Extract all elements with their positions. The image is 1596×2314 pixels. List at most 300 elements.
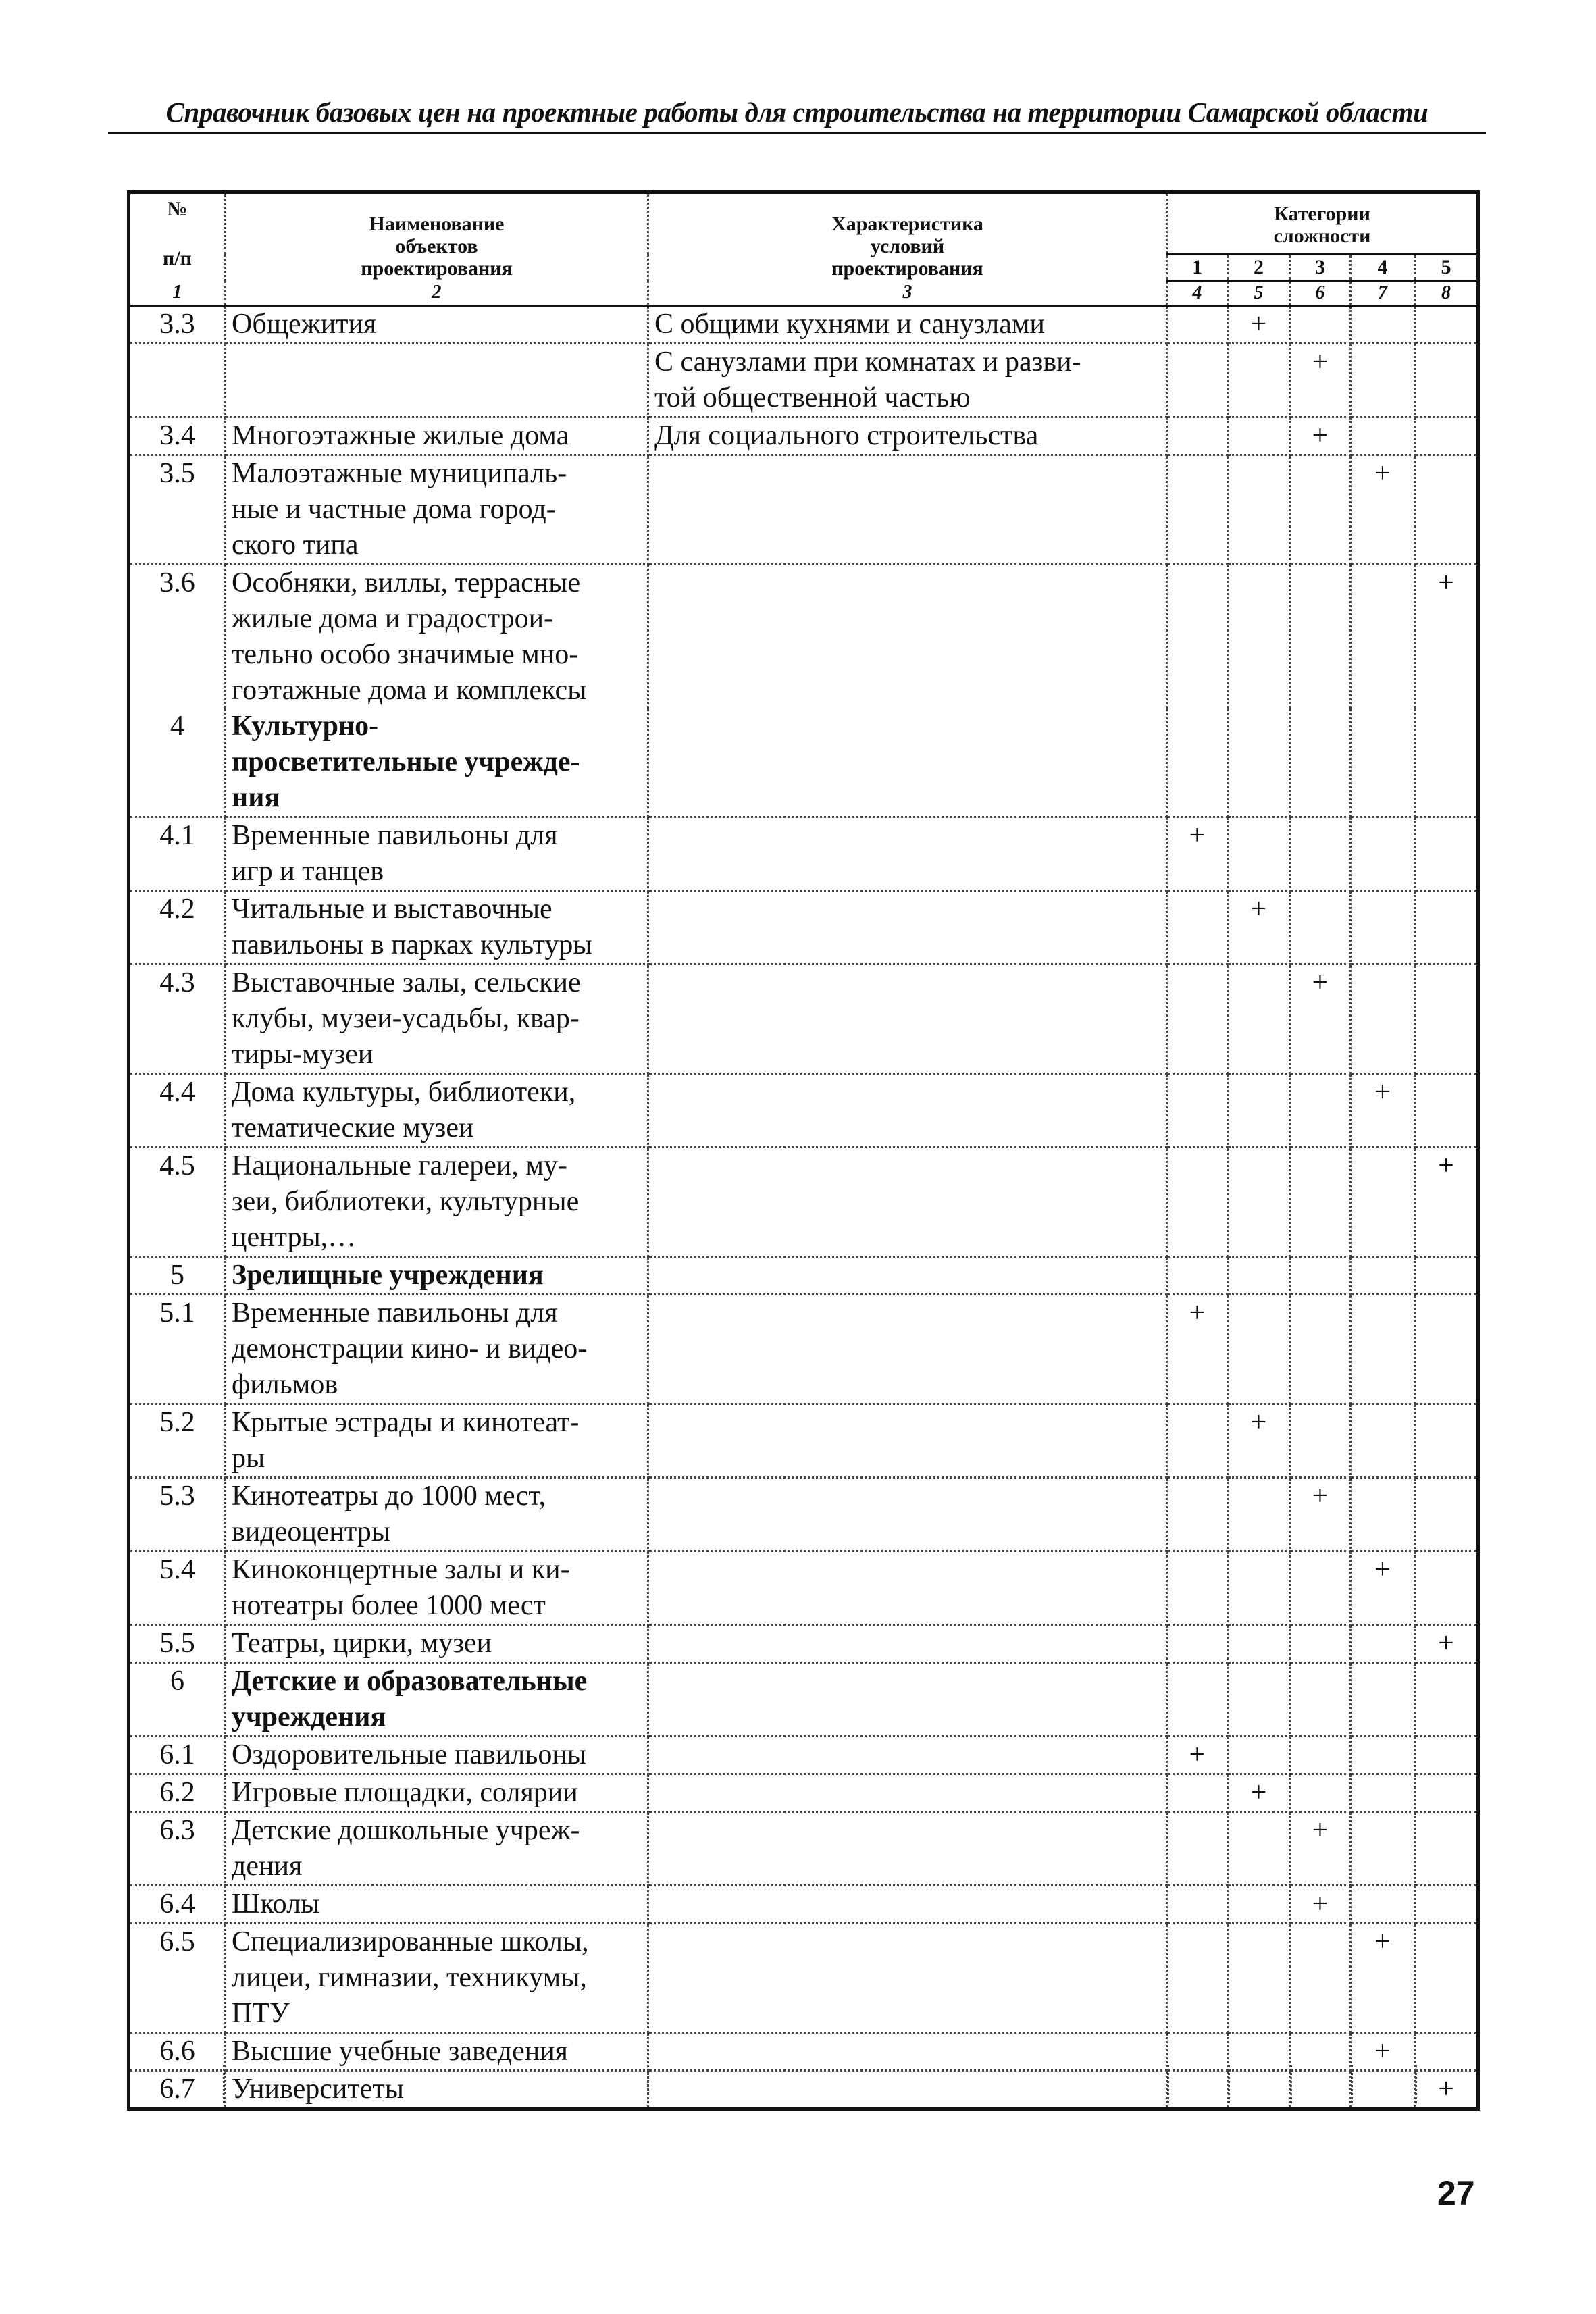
object-name-line: тельно особо значимые мно- [232,639,579,670]
category-3-cell [1290,709,1351,817]
category-3-cell [1290,1295,1351,1404]
category-3-cell [1290,1404,1351,1478]
header-rule [108,132,1486,134]
design-conditions [648,306,1167,344]
table-row [129,1812,1478,1886]
object-name-line: Дома культуры, библиотеки, [232,1077,576,1108]
object-name [226,2033,648,2071]
category-3-cell [1290,417,1351,455]
table-row [129,306,1478,344]
category-1-cell [1167,1257,1228,1295]
design-conditions [648,2071,1167,2109]
design-conditions-line: С общими кухнями и санузлами [654,309,1045,340]
category-1-cell [1167,565,1228,709]
object-name-line: Национальные галереи, му- [232,1150,567,1181]
object-name-line: гоэтажные дома и комплексы [232,675,587,706]
category-2-cell [1228,565,1290,709]
row-number: 6.7 [129,2071,226,2109]
category-mark: + [1374,1554,1391,1585]
table-row [129,2033,1478,2071]
col-cat-line1: Категории [1274,203,1370,225]
category-5-cell [1415,709,1478,817]
object-name-line: центры,… [232,1222,357,1253]
category-2-cell [1228,2033,1290,2071]
table-row [129,817,1478,891]
object-name [226,306,648,344]
category-2-cell [1228,891,1290,965]
category-2-cell [1228,817,1290,891]
category-5-cell [1415,1737,1478,1774]
category-3-cell [1290,1886,1351,1924]
table-row [129,455,1478,565]
object-name-line: Малоэтажные муниципаль- [232,458,567,489]
category-4-cell [1351,965,1415,1074]
category-1-cell [1167,817,1228,891]
category-1-cell [1167,344,1228,417]
category-1-cell [1167,1812,1228,1886]
object-name-line: Кинотеатры до 1000 мест, [232,1481,546,1512]
table-row [129,1074,1478,1148]
category-1-cell [1167,965,1228,1074]
design-conditions [648,891,1167,965]
category-2-cell [1228,1257,1290,1295]
object-name [226,1404,648,1478]
cat-num-3: 3 [1290,255,1351,281]
table-row [129,1924,1478,2033]
design-conditions [648,1663,1167,1737]
table-row [129,1774,1478,1812]
row-number: 6.5 [129,1924,226,2033]
design-conditions [648,1737,1167,1774]
category-2-cell [1228,1924,1290,2033]
category-4-cell [1351,455,1415,565]
row-number [129,344,226,417]
col-index-6: 6 [1290,281,1351,306]
category-mark: + [1250,1407,1267,1438]
row-number: 6 [129,1663,226,1737]
design-conditions [648,1924,1167,2033]
design-conditions [648,1551,1167,1625]
object-name-line: Оздоровительные павильоны [232,1739,587,1770]
category-mark: + [1374,1926,1391,1957]
design-conditions [648,1074,1167,1148]
table-row [129,1737,1478,1774]
category-mark: + [1250,1777,1267,1808]
object-name-line: павильоны в парках культуры [232,929,592,960]
object-name-line: ПТУ [232,1998,290,2029]
object-name-line: Особняки, виллы, террасные [232,567,581,598]
col-cond-line2: условий [870,234,945,257]
category-1-cell [1167,709,1228,817]
category-3-cell [1290,1812,1351,1886]
category-1-cell [1167,417,1228,455]
category-3-cell [1290,1074,1351,1148]
category-3-cell [1290,1551,1351,1625]
category-4-cell [1351,1924,1415,2033]
category-mark: + [1189,1739,1206,1770]
table-row [129,1404,1478,1478]
object-name [226,565,648,709]
object-name-line: тематические музеи [232,1112,474,1143]
cat-num-5: 5 [1415,255,1478,281]
table-body [129,192,1478,2109]
category-1-cell [1167,1551,1228,1625]
object-name-line: Многоэтажные жилые дома [232,420,569,451]
category-3-cell [1290,1148,1351,1257]
object-name-line: видеоцентры [232,1516,390,1547]
object-name-line: лицеи, гимназии, техникумы, [232,1962,587,1993]
category-4-cell [1351,1074,1415,1148]
object-name-line: Детские дошкольные учреж- [232,1815,580,1846]
column-index-row [129,281,1478,306]
category-5-cell [1415,1478,1478,1551]
category-2-cell [1228,1404,1290,1478]
category-mark: + [1189,820,1206,851]
category-5-cell [1415,1625,1478,1663]
object-name [226,1886,648,1924]
object-name-line: жилые дома и градострои- [232,603,554,634]
category-5-cell [1415,1148,1478,1257]
design-conditions [648,417,1167,455]
object-name-line: ные и частные дома город- [232,494,556,525]
tail-line [1351,2065,1353,2103]
category-1-cell [1167,1737,1228,1774]
object-name [226,1625,648,1663]
category-mark: + [1312,1481,1329,1512]
category-5-cell [1415,306,1478,344]
category-4-cell [1351,417,1415,455]
row-number: 3.3 [129,306,226,344]
design-conditions [648,965,1167,1074]
col-num-top: № [167,198,188,220]
category-3-cell [1290,344,1351,417]
table-row [129,344,1478,417]
design-conditions [648,455,1167,565]
category-3-cell [1290,1478,1351,1551]
object-name-line: просветительные учрежде- [232,746,580,777]
category-3-cell [1290,891,1351,965]
object-name [226,817,648,891]
table-row [129,1663,1478,1737]
object-name-line: фильмов [232,1369,338,1400]
design-conditions [648,1295,1167,1404]
design-conditions [648,1886,1167,1924]
col-cat-header [1167,192,1478,255]
object-name-line: зеи, библиотеки, культурные [232,1186,580,1217]
category-4-cell [1351,1404,1415,1478]
category-1-cell [1167,306,1228,344]
category-mark: + [1374,458,1391,489]
design-conditions-line: Для социального строительства [654,420,1039,451]
category-2-cell [1228,306,1290,344]
table-row [129,965,1478,1074]
row-number: 5.1 [129,1295,226,1404]
col-index-4: 4 [1167,281,1228,306]
col-index-5: 5 [1228,281,1290,306]
category-3-cell [1290,817,1351,891]
complexity-table [127,190,1480,2111]
object-name-line: Высшие учебные заведения [232,2036,568,2067]
table-row [129,709,1478,817]
object-name [226,709,648,817]
object-name-line: тиры-музеи [232,1039,374,1070]
category-mark: + [1250,309,1267,340]
category-4-cell [1351,1737,1415,1774]
category-5-cell [1415,1774,1478,1812]
category-mark: + [1312,1888,1329,1920]
category-3-cell [1290,1625,1351,1663]
category-4-cell [1351,1812,1415,1886]
category-5-cell [1415,1404,1478,1478]
category-1-cell [1167,1295,1228,1404]
table-row [129,1257,1478,1295]
row-number: 6.3 [129,1812,226,1886]
category-mark: + [1312,346,1329,378]
category-mark: + [1250,894,1267,925]
design-conditions-line: С санузлами при комнатах и разви- [654,346,1081,378]
category-2-cell [1228,1148,1290,1257]
category-2-cell [1228,1774,1290,1812]
object-name [226,1257,648,1295]
table-row [129,1886,1478,1924]
category-4-cell [1351,344,1415,417]
object-name-line: ры [232,1443,265,1474]
category-1-cell [1167,1924,1228,2033]
row-number: 4.4 [129,1074,226,1148]
object-name [226,1295,648,1404]
row-number: 6.4 [129,1886,226,1924]
category-4-cell [1351,1663,1415,1737]
tail-line [647,2065,649,2103]
category-1-cell [1167,891,1228,965]
category-2-cell [1228,1074,1290,1148]
category-1-cell [1167,1663,1228,1737]
object-name-line: Общежития [232,309,377,340]
object-name-line: учреждения [232,1701,386,1732]
row-number: 4.5 [129,1148,226,1257]
tail-line [1290,2065,1292,2103]
category-5-cell [1415,2071,1478,2109]
category-1-cell [1167,1074,1228,1148]
row-number: 6.6 [129,2033,226,2071]
category-4-cell [1351,2033,1415,2071]
row-number: 5.3 [129,1478,226,1551]
row-number: 4 [129,709,226,817]
object-name-line: демонстрации кино- и видео- [232,1333,588,1364]
design-conditions [648,709,1167,817]
object-name [226,1148,648,1257]
col-cond-line1: Характеристика [831,212,983,235]
category-4-cell [1351,1257,1415,1295]
design-conditions [648,1478,1167,1551]
category-5-cell [1415,565,1478,709]
object-name [226,1551,648,1625]
category-4-cell [1351,817,1415,891]
design-conditions [648,1148,1167,1257]
category-4-cell [1351,1295,1415,1404]
object-name [226,2071,648,2109]
category-4-cell [1351,709,1415,817]
object-name-line: клубы, музеи-усадьбы, квар- [232,1003,580,1034]
category-4-cell [1351,1551,1415,1625]
category-mark: + [1438,1150,1454,1181]
category-5-cell [1415,965,1478,1074]
category-5-cell [1415,455,1478,565]
design-conditions [648,1774,1167,1812]
category-4-cell [1351,1478,1415,1551]
category-1-cell [1167,1478,1228,1551]
col-cond-header [648,192,1167,281]
category-mark: + [1374,2036,1391,2067]
category-3-cell [1290,306,1351,344]
object-name [226,455,648,565]
category-2-cell [1228,2071,1290,2109]
row-number: 5.5 [129,1625,226,1663]
category-mark: + [1312,967,1329,998]
object-name [226,1074,648,1148]
col-index-1: 1 [129,281,226,306]
design-conditions [648,1404,1167,1478]
table-row [129,1295,1478,1404]
table-row [129,1551,1478,1625]
row-number: 5 [129,1257,226,1295]
category-3-cell [1290,2033,1351,2071]
tail-line [1228,2065,1230,2103]
tail-line [1167,2065,1169,2103]
category-5-cell [1415,1886,1478,1924]
category-3-cell [1290,565,1351,709]
category-1-cell [1167,1148,1228,1257]
cat-num-2: 2 [1228,255,1290,281]
category-5-cell [1415,1295,1478,1404]
category-3-cell [1290,1774,1351,1812]
category-3-cell [1290,1737,1351,1774]
object-name-line: Специализированные школы, [232,1926,589,1957]
category-1-cell [1167,455,1228,565]
object-name-line: ского типа [232,530,359,561]
design-conditions [648,817,1167,891]
col-index-7: 7 [1351,281,1415,306]
category-4-cell [1351,1886,1415,1924]
category-2-cell [1228,344,1290,417]
col-name-line1: Наименование [369,212,505,235]
object-name-line: Детские и образовательные [232,1666,588,1697]
category-mark: + [1312,1815,1329,1846]
table-row [129,1478,1478,1551]
object-name-line: игр и танцев [232,856,384,887]
col-name-line3: проектирования [361,257,513,280]
table-row [129,1148,1478,1257]
category-1-cell [1167,2033,1228,2071]
category-3-cell [1290,1257,1351,1295]
category-2-cell [1228,1663,1290,1737]
category-mark: + [1312,420,1329,451]
category-mark: + [1438,1628,1454,1659]
category-3-cell [1290,2071,1351,2109]
design-conditions [648,1812,1167,1886]
object-name-line: Зрелищные учреждения [232,1260,544,1291]
design-conditions [648,1257,1167,1295]
object-name-line: Университеты [232,2074,404,2105]
row-number: 4.2 [129,891,226,965]
object-name-line: Временные павильоны для [232,820,558,851]
object-name [226,1774,648,1812]
header-row [129,192,1478,255]
design-conditions [648,2033,1167,2071]
category-5-cell [1415,1812,1478,1886]
col-name-line2: объектов [395,234,478,257]
category-5-cell [1415,1257,1478,1295]
object-name-line: дения [232,1851,303,1882]
table-row [129,565,1478,709]
col-index-8: 8 [1415,281,1478,306]
col-name-header [226,192,648,281]
category-1-cell [1167,1404,1228,1478]
category-5-cell [1415,1551,1478,1625]
object-name-line: нотеатры более 1000 мест [232,1590,546,1621]
category-2-cell [1228,709,1290,817]
table-row [129,891,1478,965]
object-name-line: Киноконцертные залы и ки- [232,1554,570,1585]
category-5-cell [1415,817,1478,891]
category-4-cell [1351,2071,1415,2109]
design-conditions [648,1625,1167,1663]
object-name [226,1737,648,1774]
page-number: 27 [1437,2174,1475,2212]
category-1-cell [1167,1774,1228,1812]
category-2-cell [1228,965,1290,1074]
table-row [129,417,1478,455]
object-name [226,417,648,455]
object-name [226,1478,648,1551]
category-mark: + [1438,567,1454,598]
category-1-cell [1167,1625,1228,1663]
row-number: 3.4 [129,417,226,455]
category-mark: + [1189,1297,1206,1329]
col-index-2: 2 [226,281,648,306]
object-name-line: Читальные и выставочные [232,894,552,925]
category-4-cell [1351,1148,1415,1257]
table-row [129,2071,1478,2109]
category-5-cell [1415,417,1478,455]
category-2-cell [1228,1886,1290,1924]
object-name [226,891,648,965]
object-name-line: ния [232,782,280,813]
object-name-line: Театры, цирки, музеи [232,1628,492,1659]
table-row [129,1625,1478,1663]
col-cond-line3: проектирования [831,257,983,280]
category-4-cell [1351,565,1415,709]
object-name-line: Игровые площадки, солярии [232,1777,578,1808]
row-number: 3.6 [129,565,226,709]
category-2-cell [1228,455,1290,565]
row-number: 5.4 [129,1551,226,1625]
row-number: 6.1 [129,1737,226,1774]
object-name-line: Культурно- [232,711,379,742]
object-name [226,344,648,417]
object-name-line: Школы [232,1888,320,1920]
object-name-line: Крытые эстрады и кинотеат- [232,1407,580,1438]
category-2-cell [1228,1478,1290,1551]
col-num-bottom: п/п [163,247,192,269]
design-conditions-line: той общественной частью [654,382,971,413]
design-conditions [648,565,1167,709]
category-1-cell [1167,1886,1228,1924]
object-name [226,1924,648,2033]
tail-line [223,2065,225,2103]
row-number: 4.1 [129,817,226,891]
category-5-cell [1415,1074,1478,1148]
